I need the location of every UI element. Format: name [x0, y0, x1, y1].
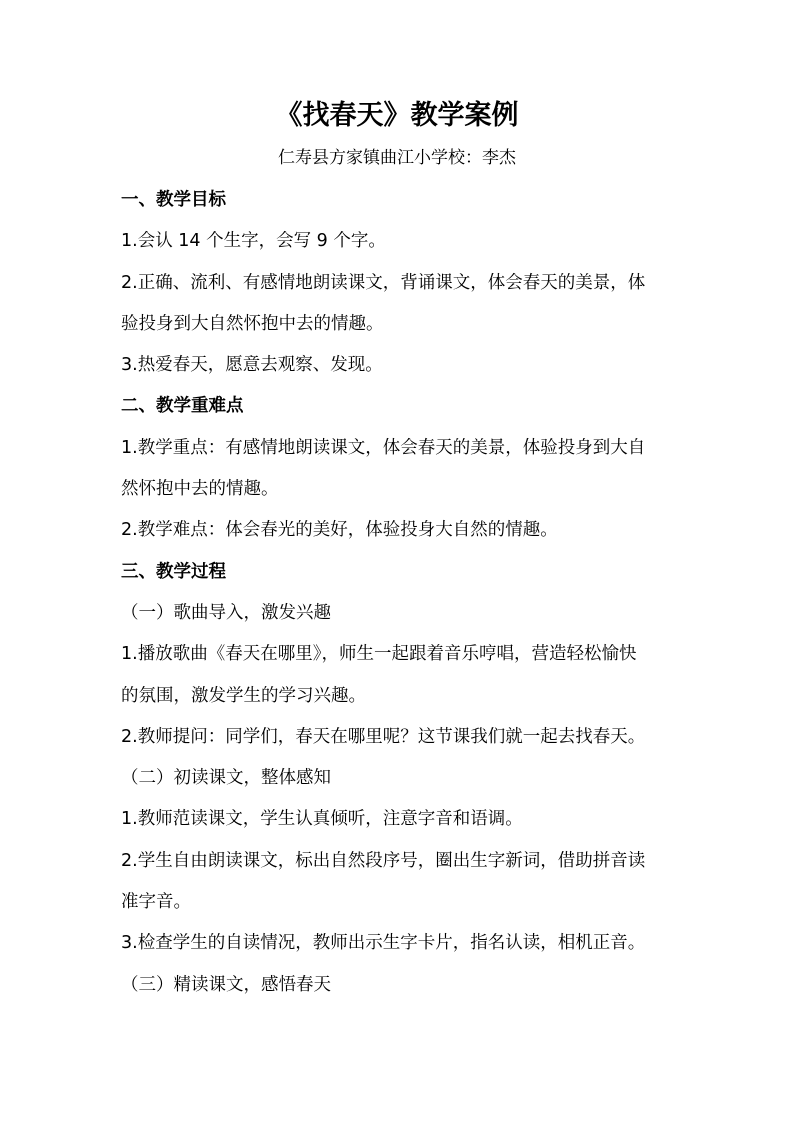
body-line: 准字音。 — [121, 892, 191, 913]
section-heading-key-points: 二、教学重难点 — [121, 396, 244, 417]
body-line: 2.教学难点：体会春光的美好，体验投身大自然的情趣。 — [121, 520, 558, 541]
section-heading-objectives: 一、教学目标 — [121, 190, 226, 210]
body-line: 1.播放歌曲《春天在哪里》，师生一起跟着音乐哼唱，营造轻松愉快 — [121, 644, 637, 665]
body-line: 1.教师范读课文，学生认真倾听，注意字音和语调。 — [121, 809, 523, 830]
document-title: 《找春天》教学案例 — [275, 100, 519, 131]
body-line: 2.教师提问：同学们，春天在哪里呢？这节课我们就一起去找春天。 — [121, 726, 646, 747]
document-author: 仁寿县方家镇曲江小学校：李杰 — [278, 148, 516, 168]
body-line: 的氛围，激发学生的学习兴趣。 — [121, 685, 366, 706]
body-line: 2.学生自由朗读课文，标出自然段序号，圈出生字新词，借助拼音读 — [121, 850, 646, 871]
body-line: 2.正确、流利、有感情地朗读课文，背诵课文，体会春天的美景，体 — [121, 272, 646, 293]
body-line: 验投身到大自然怀抱中去的情趣。 — [121, 313, 384, 334]
body-line: 1.会认 14 个生字，会写 9 个字。 — [121, 231, 386, 252]
body-line: 1.教学重点：有感情地朗读课文，体会春天的美景，体验投身到大自 — [121, 437, 646, 458]
subsection-heading: （三）精读课文，感悟春天 — [121, 974, 331, 995]
body-line: 3.热爱春天，愿意去观察、发现。 — [121, 355, 383, 376]
section-heading-process: 三、教学过程 — [121, 561, 226, 582]
body-line: 3.检查学生的自读情况，教师出示生字卡片，指名认读，相机正音。 — [121, 933, 646, 954]
document-body — [121, 186, 679, 1012]
subsection-heading: （二）初读课文，整体感知 — [121, 768, 331, 789]
subsection-heading: （一）歌曲导入，激发兴趣 — [121, 602, 331, 623]
body-line: 然怀抱中去的情趣。 — [121, 479, 279, 500]
